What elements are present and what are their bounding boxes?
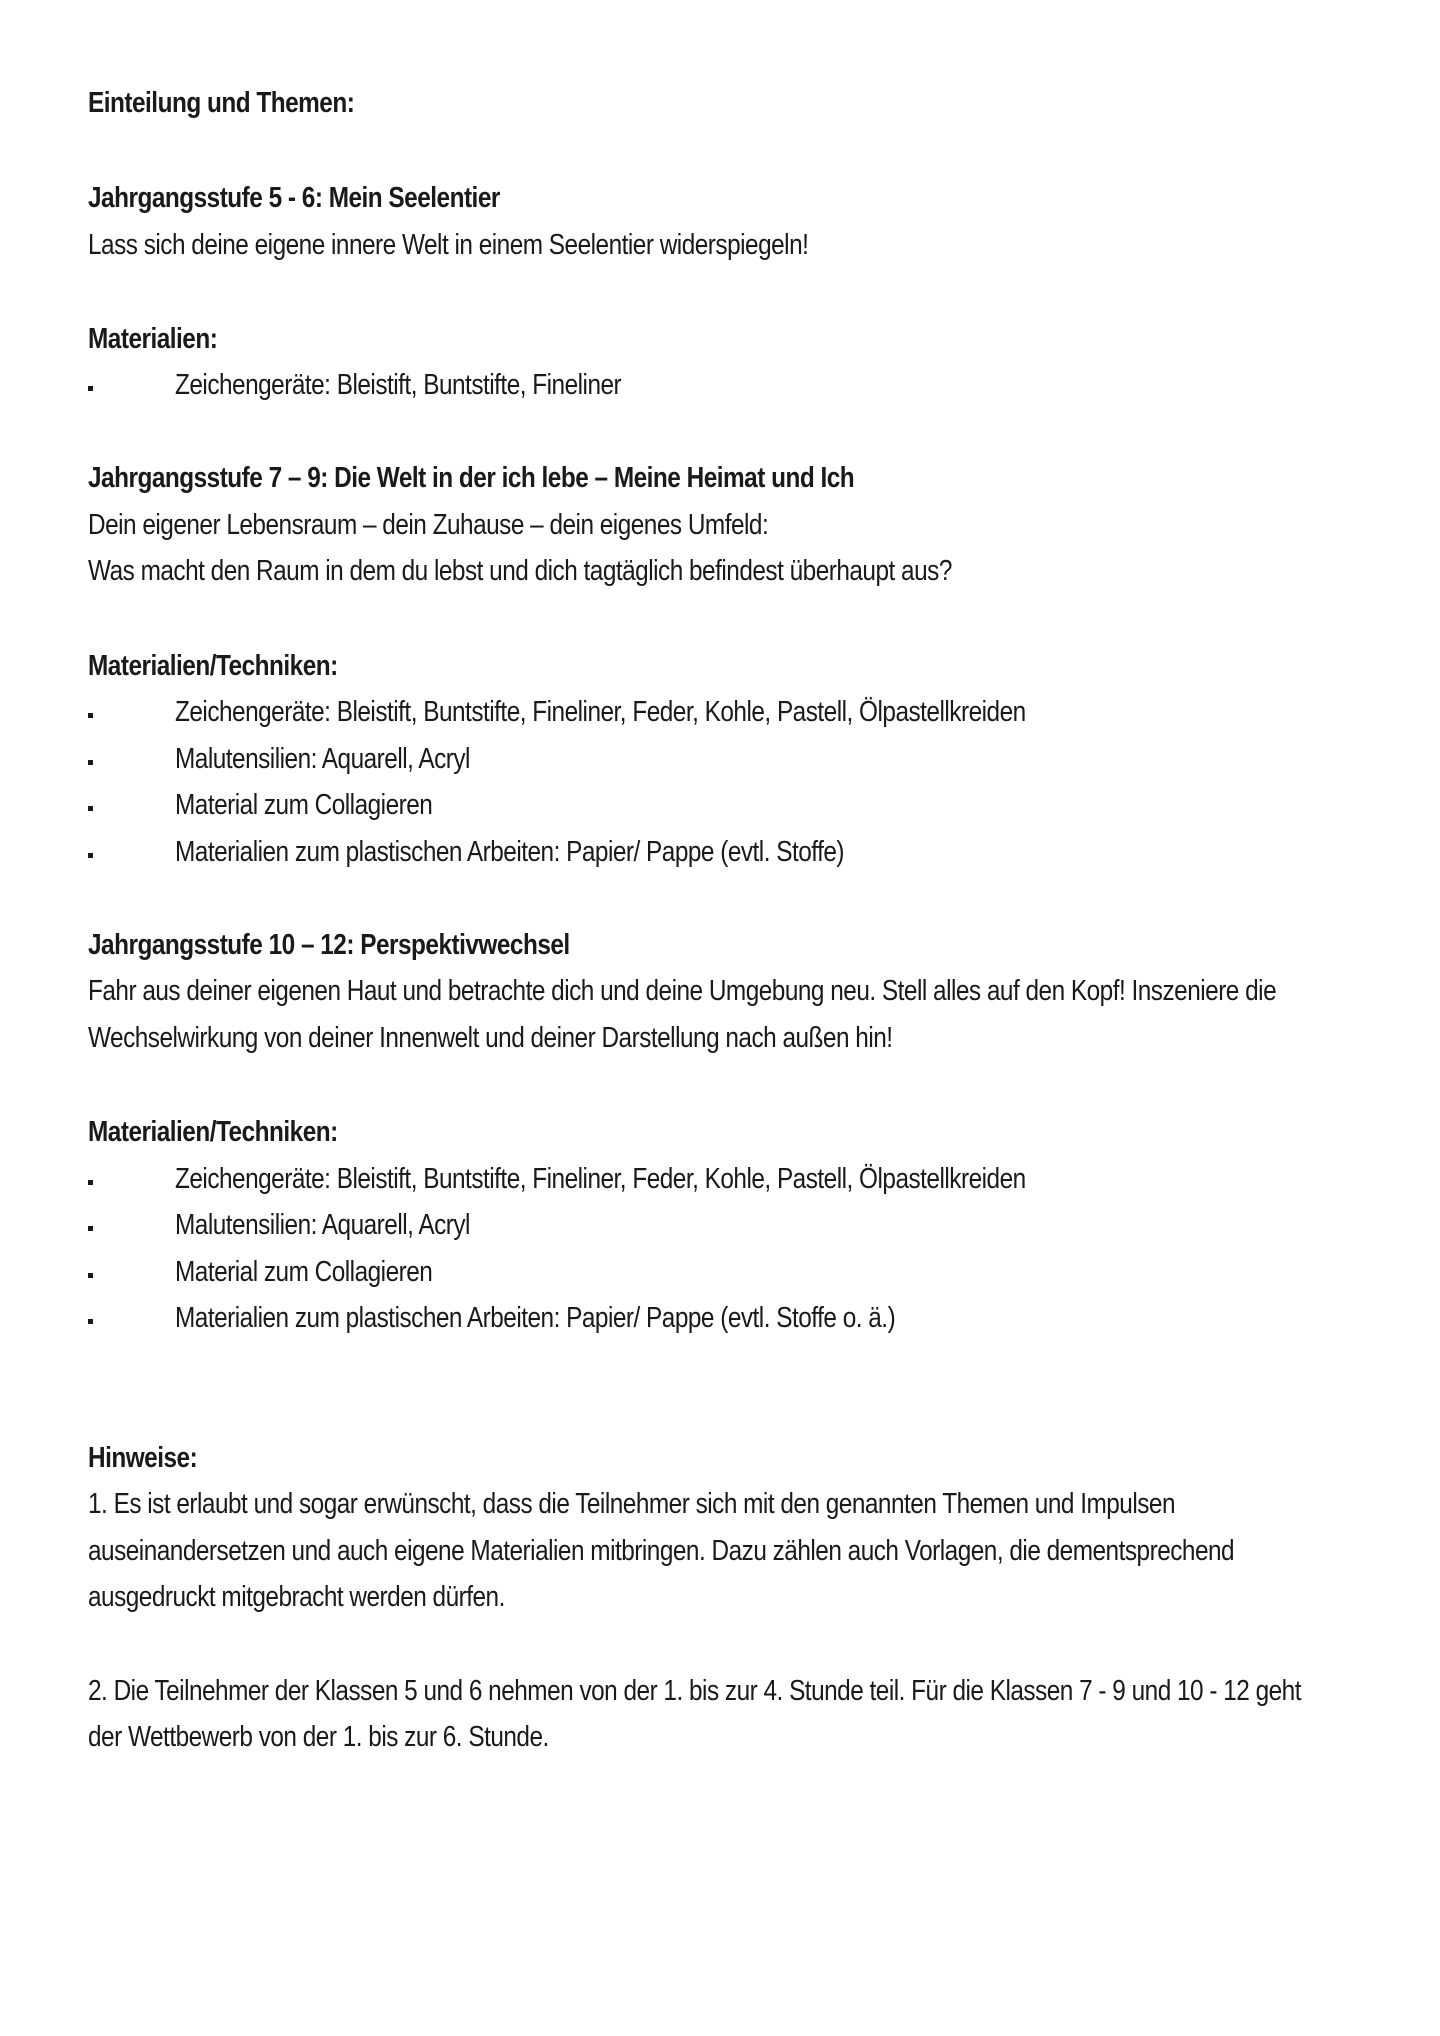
material-item: Materialien zum plastischen Arbeiten: Papier/ Pappe (evtl. Stoffe o. ä.) xyxy=(175,1302,896,1334)
material-item: Material zum Collagieren xyxy=(175,789,433,821)
bullet-marker xyxy=(88,1249,98,1278)
material-item: Malutensilien: Aquarell, Acryl xyxy=(175,743,470,775)
bullet-marker xyxy=(88,782,98,811)
bullet-marker xyxy=(88,1202,98,1231)
section-description-line: Was macht den Raum in dem du lebst und dich tagtäglich befindest überhaupt aus? xyxy=(88,555,952,587)
section-heading-10-12: Jahrgangsstufe 10 – 12: Perspektivwechsel xyxy=(88,929,570,961)
note-line: 2. Die Teilnehmer der Klassen 5 und 6 nehmen von der 1. bis zur 4. Stunde teil. Für die Klassen 7 - 9 und 10 - 12 geht xyxy=(88,1675,1301,1707)
bullet-marker xyxy=(88,1295,98,1324)
bullet-marker xyxy=(88,362,98,391)
section-description-line: Lass sich deine eigene innere Welt in einem Seelentier widerspiegeln! xyxy=(88,229,809,261)
materials-heading: Materialien/Techniken: xyxy=(88,650,338,682)
material-item: Zeichengeräte: Bleistift, Buntstifte, Fineliner, Feder, Kohle, Pastell, Ölpastellkreiden xyxy=(175,1163,1026,1195)
note-line: der Wettbewerb von der 1. bis zur 6. Stunde. xyxy=(88,1721,549,1753)
notes-heading: Hinweise: xyxy=(88,1442,198,1474)
material-item: Material zum Collagieren xyxy=(175,1256,433,1288)
section-description-line: Wechselwirkung von deiner Innenwelt und deiner Darstellung nach außen hin! xyxy=(88,1022,893,1054)
section-description-line: Dein eigener Lebensraum – dein Zuhause – dein eigenes Umfeld: xyxy=(88,509,769,541)
materials-heading: Materialien: xyxy=(88,323,218,355)
bullet-marker xyxy=(88,829,98,858)
bullet-marker xyxy=(88,1156,98,1185)
bullet-marker xyxy=(88,689,98,718)
section-heading-7-9: Jahrgangsstufe 7 – 9: Die Welt in der ich lebe – Meine Heimat und Ich xyxy=(88,462,855,494)
note-line: ausgedruckt mitgebracht werden dürfen. xyxy=(88,1581,505,1613)
material-item: Malutensilien: Aquarell, Acryl xyxy=(175,1209,470,1241)
bullet-marker xyxy=(88,736,98,765)
section-heading-5-6: Jahrgangsstufe 5 - 6: Mein Seelentier xyxy=(88,182,500,214)
note-line: 1. Es ist erlaubt und sogar erwünscht, dass die Teilnehmer sich mit den genannten Themen und Impulsen xyxy=(88,1488,1176,1520)
material-item: Zeichengeräte: Bleistift, Buntstifte, Fineliner, Feder, Kohle, Pastell, Ölpastellkreiden xyxy=(175,696,1026,728)
note-line: auseinandersetzen und auch eigene Materialien mitbringen. Dazu zählen auch Vorlagen, die dementsprechend xyxy=(88,1535,1235,1567)
material-item: Zeichengeräte: Bleistift, Buntstifte, Fineliner xyxy=(175,369,622,401)
material-item: Materialien zum plastischen Arbeiten: Papier/ Pappe (evtl. Stoffe) xyxy=(175,836,845,868)
materials-heading: Materialien/Techniken: xyxy=(88,1116,338,1148)
main-title: Einteilung und Themen: xyxy=(88,87,355,119)
section-description-line: Fahr aus deiner eigenen Haut und betrachte dich und deine Umgebung neu. Stell alles auf den Kopf! Inszeniere die xyxy=(88,975,1277,1007)
